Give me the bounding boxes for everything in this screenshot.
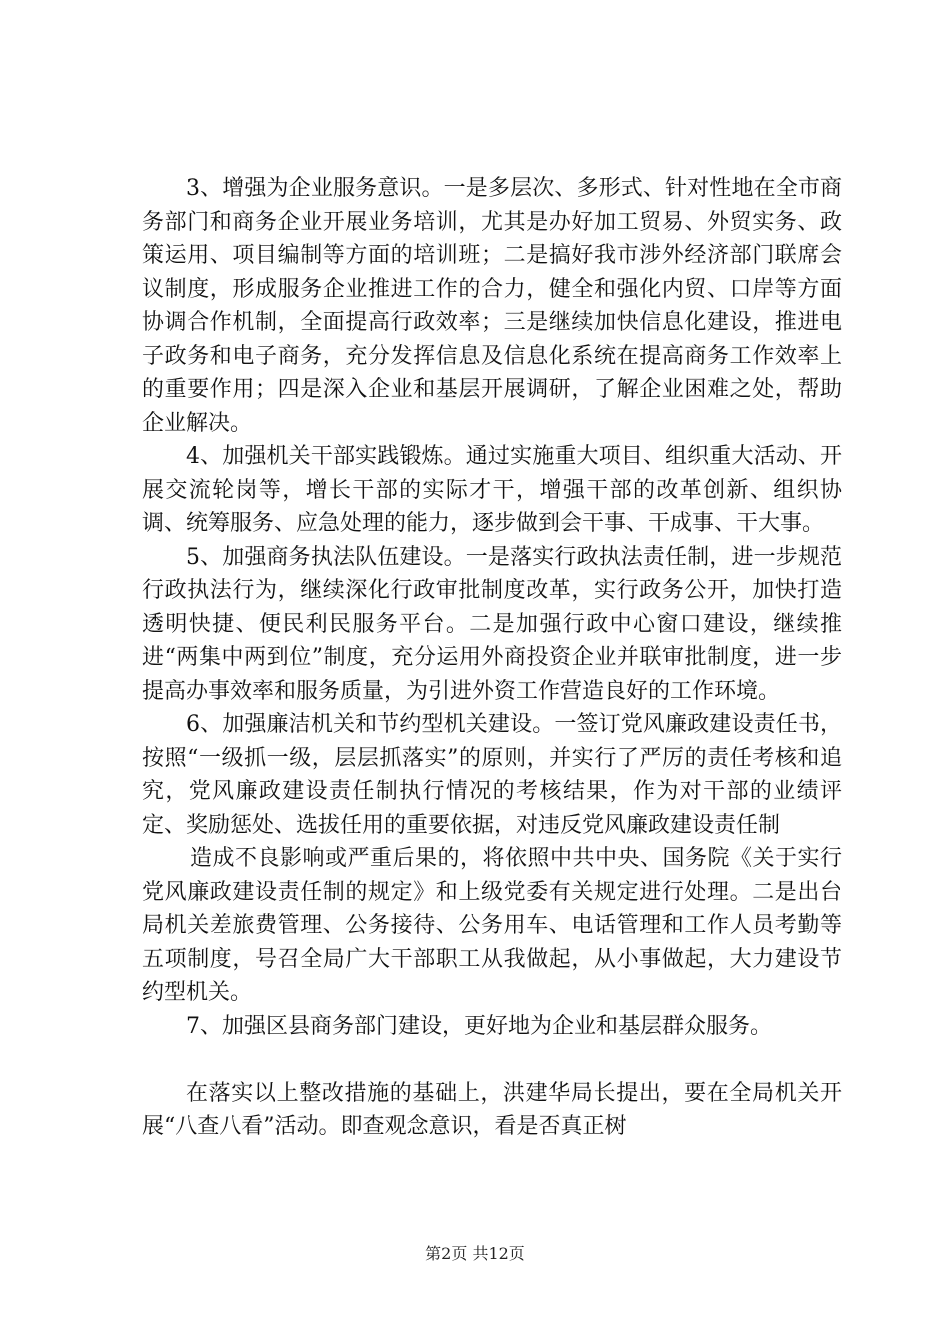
paragraph-item-5: 5、加强商务执法队伍建设。一是落实行政执法责任制，进一步规范行政执法行为，继续深化行政审批制度改革，实行政务公开，加快打造透明快捷、便民利民服务平台。二是加强行政中心窗口建设，继续推进“两集中两到位”制度，充分运用外商投资企业并联审批制度，进一步提高办事效率和服务质量，为引进外资工作营造良好的工作环境。 — [142, 544, 842, 704]
paragraph-item-6: 6、加强廉洁机关和节约型机关建设。一签订党风廉政建设责任书，按照“一级抓一级，层层抓落实”的原则，并实行了严厉的责任考核和追究，党风廉政建设责任制执行情况的考核结果，作为对干部的业绩评定、奖励惩处、选拔任用的重要依据，对违反党风廉政建设责任制 — [142, 712, 842, 838]
paragraph-item-3: 3、增强为企业服务意识。一是多层次、多形式、针对性地在全市商务部门和商务企业开展业务培训，尤其是办好加工贸易、外贸实务、政策运用、项目编制等方面的培训班；二是搞好我市涉外经济部门联席会议制度，形成服务企业推进工作的合力，健全和强化内贸、口岸等方面协调合作机制，全面提高行政效率；三是继续加快信息化建设，推进电子政务和电子商务，充分发挥信息及信息化系统在提高商务工作效率上的重要作用；四是深入企业和基层开展调研，了解企业困难之处，帮助企业解决。 — [142, 176, 842, 436]
paragraph-continuation: 造成不良影响或严重后果的，将依照中共中央、国务院《关于实行党风廉政建设责任制的规定》和上级党委有关规定进行处理。二是出台局机关差旅费管理、公务接待、公务用车、电话管理和工作人员考勤等五项制度，号召全局广大干部职工从我做起，从小事做起，大力建设节约型机关。 — [142, 846, 842, 1005]
paragraph-spacer — [142, 1043, 842, 1077]
paragraph-closing: 在落实以上整改措施的基础上，洪建华局长提出，要在全局机关开展“八查八看”活动。即查观念意识，看是否真正树 — [142, 1080, 842, 1139]
paragraph-item-4: 4、加强机关干部实践锻炼。通过实施重大项目、组织重大活动、开展交流轮岗等，增长干部的实际才干，增强干部的改革创新、组织协调、统筹服务、应急处理的能力，逐步做到会干事、干成事、干大事。 — [142, 444, 842, 536]
paragraph-item-7: 7、加强区县商务部门建设，更好地为企业和基层群众服务。 — [186, 1013, 772, 1039]
page-number-footer: 第2页 共12页 — [425, 1244, 525, 1263]
document-body — [142, 172, 842, 1144]
